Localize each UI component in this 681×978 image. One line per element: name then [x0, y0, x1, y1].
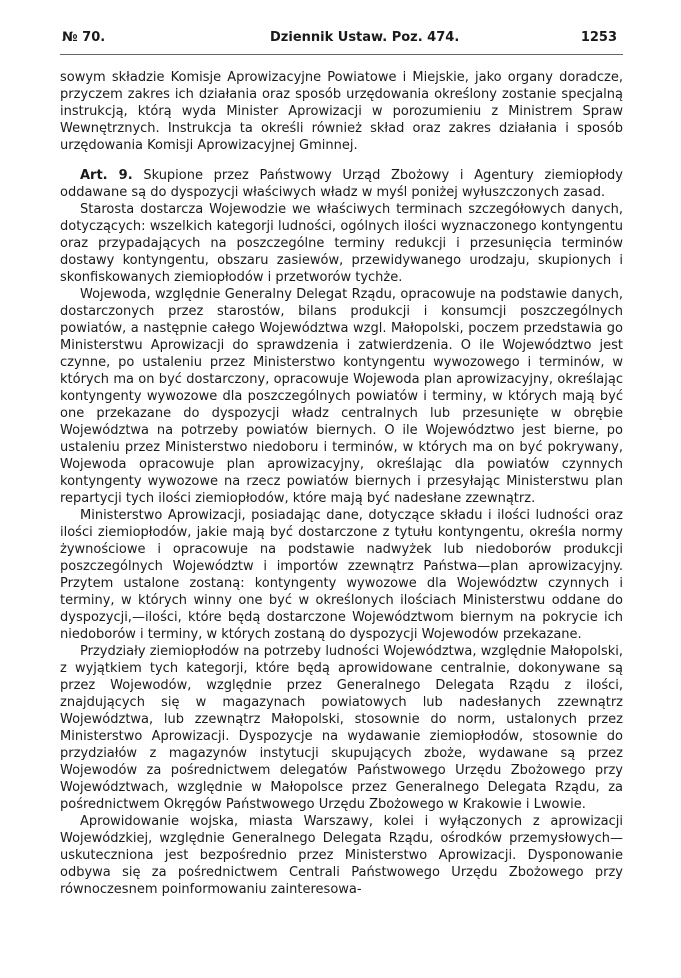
issue-number: № 70. [62, 30, 106, 45]
paragraph: Ministerstwo Aprowizacji, posiadając dane, dotyczące składu i ilości ludności oraz ilości ziemiopłodów, jakie mają być dostarczone z tytułu kontyngentu, określa normy żywnościowe i opracowuje na podstawie nadwyżek lub niedoborów produkcji poszczególnych Województw i importów zzewnątrz Państwa—plan aprowizacyjny. Przytem ustalone zostaną: kontyngenty wywozowe dla Województw czynnych i terminy, w których winny one być w określonych ilościach Ministerstwu oddane do dyspozycji,—ilości, które będą dostarczone Województwom biernym na pokrycie ich niedoborów i terminy, w których zostaną do dyspozycji Wojewodów przekazane. [60, 508, 623, 642]
body-text [60, 69, 623, 898]
article-label: Art. 9. [80, 168, 133, 183]
paragraph: Aprowidowanie wojska, miasta Warszawy, kolei i wyłączonych z aprowizacji Wojewódzkiej, względnie Generalnego Delegata Rządu, ośrodków przemysłowych—uskuteczniona jest bezpośrednio przez Ministerstwo Aprowizacji. Dysponowanie odbywa się za pośrednictwem Centrali Państwowego Urzędu Zbożowego przy równoczesnem poinformowaniu zainteresowa- [60, 814, 623, 897]
paragraph: sowym składzie Komisje Aprowizacyjne Powiatowe i Miejskie, jako organy doradcze, przyczem zakres ich działania oraz sposób urzędowania określony zostanie specjalną instrukcją, którą wyda Minister Aprowizacji w porozumieniu z Ministrem Spraw Wewnętrznych. Instrukcja ta określi również skład oraz zakres działania i sposób urzędowania Komisji Aprowizacyjnej Gminnej. [60, 70, 623, 153]
paragraph: Wojewoda, względnie Generalny Delegat Rządu, opracowuje na podstawie danych, dostarczonych przez starostów, bilans produkcji i konsumcji poszczególnych powiatów, a następnie całego Województwa wzgl. Małopolski, poczem przedstawia go Ministerstwu Aprowizacji do sprawdzenia i zatwierdzenia. O ile Województwo jest czynne, po ustaleniu przez Ministerstwo kontyngentu wywozowego i terminów, w których ma on być dostarczony, opracowuje Wojewoda plan aprowizacyjny, określając kontyngenty wywozowe dla poszczególnych powiatów i terminy, w których mają być one przekazane do dyspozycji władz centralnych lub przesunięte w obrębie Województwa na potrzeby powiatów biernych. O ile Województwo jest bierne, po ustaleniu przez Ministerstwo niedoboru i terminów, w których ma on być pokrywany, Wojewoda opracowuje plan aprowizacyjny, określając dla powiatów czynnych kontyngenty wywozowe na rzecz powiatów biernych i przesyłając Ministerstwu plan repartycji tych ilości ziemiopłodów, które mają być nadesłane zzewnątrz. [60, 287, 623, 506]
journal-title: Dziennik Ustaw. Poz. 474. [270, 30, 460, 45]
page-header [60, 28, 623, 55]
paragraph: Starosta dostarcza Wojewodzie we właściwych terminach szczegółowych danych, dotyczących: wszelkich kategorji ludności, ogólnych ilości wyznaczonego kontyngentu oraz przypadających na poszczególne terminy redukcji i przesunięcia terminów dostawy kontyngentu, obszaru zasiewów, przewidywanego urodzaju, skupionych i skonfiskowanych ziemiopłodów i przetworów tychże. [60, 202, 623, 285]
paragraph: Przydziały ziemiopłodów na potrzeby ludności Województwa, względnie Małopolski, z wyjątkiem tych kategorji, które będą aprowidowane centralnie, dokonywane są przez Wojewodów, względnie przez Generalnego Delegata Rządu z ilości, znajdujących się w magazynach powiatowych lub nadesłanych zzewnątrz Województwa, lub zzewnątrz Małopolski, stosownie do norm, ustalonych przez Ministerstwo Aprowizacji. Dyspozycje na wydawanie ziemiopłodów, stosownie do przydziałów z magazynów instytucji skupujących zboże, wydawane są przez Wojewodów za pośrednictwem delegatów Państwowego Urzędu Zbożowego przy Województwach, względnie w Małopolsce przez Generalnego Delegata Rządu, za pośrednictwem Okręgów Państwowego Urzędu Zbożowego w Krakowie i Lwowie. [60, 644, 623, 812]
page-number: 1253 [580, 30, 617, 45]
article-9-paragraph [60, 167, 623, 201]
article-text: Skupione przez Państwowy Urząd Zbożowy i Agentury ziemiopłody oddawane są do dyspozycji właściwych władz w myśl poniżej wyłuszczonych zasad. [60, 168, 623, 200]
